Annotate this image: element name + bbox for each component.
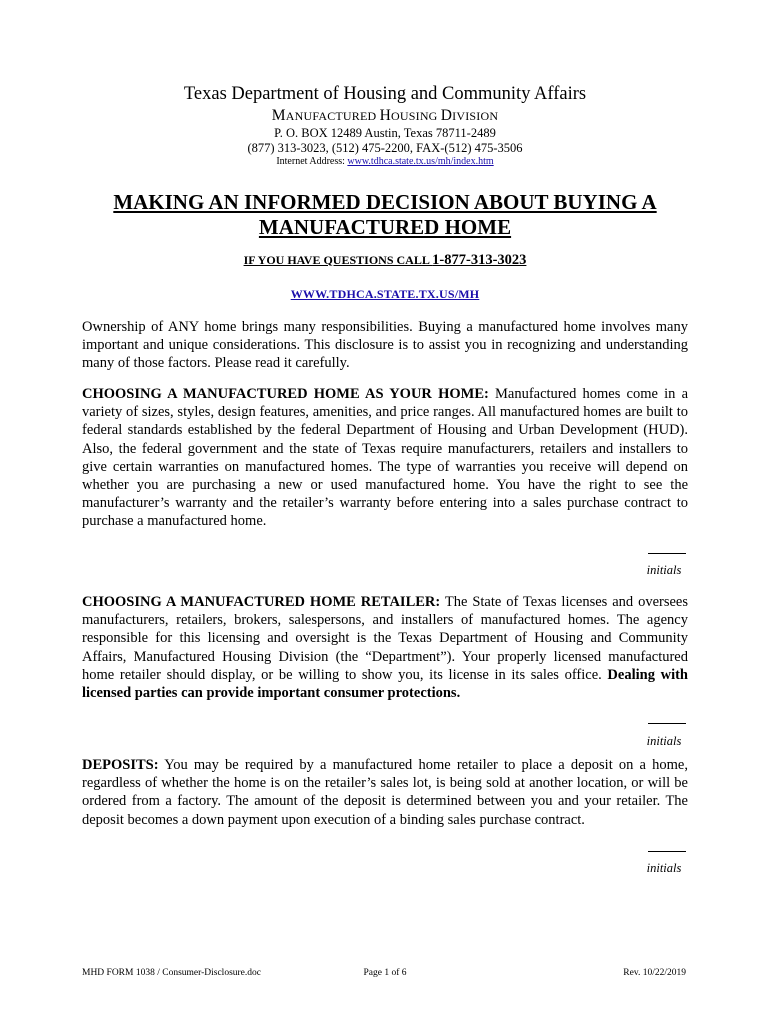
choosing-retailer-heading: CHOOSING A MANUFACTURED HOME RETAILER: (82, 594, 441, 610)
footer-revision: Rev. 10/22/2019 (623, 968, 686, 978)
initials-label-3: initials (646, 861, 682, 875)
initials-label-2: initials (646, 734, 682, 748)
initials-line-1[interactable] (648, 553, 686, 554)
agency-name: Texas Department of Housing and Community Affairs (183, 84, 587, 104)
deposits-paragraph (82, 756, 688, 829)
title-line-2: MANUFACTURED HOME (258, 215, 512, 239)
footer-page-number: Page 1 of 6 (363, 968, 407, 978)
deposits-heading: DEPOSITS: (82, 757, 159, 773)
choosing-home-body: Manufactured homes come in a variety of sizes, styles, design features, amenities, and price ranges. All manufactured homes are built to federal standards established by the federal Department of Housing and Urban Development (HUD). Also, the federal government and the state of Texas require manufacturers, retailers and installers to give certain warranties on manufactured homes. The type of warranties you receive will depend on whether you are purchasing a new or used manufactured home. You have the right to see the manufacturer’s warranty and the retailer’s warranty before entering into a sales purchase contract to purchase a manufactured home. (82, 386, 689, 530)
initials-label-1: initials (646, 563, 682, 577)
deposits-body: You may be required by a manufactured home retailer to place a deposit on a home, regardless of whether the home is on the retailer’s sales lot, is being sold at another location, or will be ordered from a factory. The amount of the deposit is determined between you and your retailer. The deposit becomes a down payment upon execution of a binding sales purchase contract. (82, 757, 688, 828)
choosing-retailer-bold: Dealing with licensed parties can provide important consumer protections. (82, 666, 688, 702)
initials-line-2[interactable] (648, 723, 686, 724)
mailing-address: P. O. BOX 12489 Austin, Texas 78711-2489 (274, 126, 496, 140)
questions-line (0, 252, 770, 269)
choosing-home-heading: CHOOSING A MANUFACTURED HOME AS YOUR HOME: (82, 386, 489, 402)
questions-phone: 1-877-313-3023 (432, 252, 527, 268)
division-name: MANUFACTURED HOUSING DIVISION (271, 107, 499, 124)
internet-label: Internet Address: (276, 156, 348, 167)
title-line-1: MAKING AN INFORMED DECISION ABOUT BUYING A (113, 190, 657, 214)
questions-label: IF YOU HAVE QUESTIONS CALL (243, 253, 433, 267)
initials-line-3[interactable] (648, 851, 686, 852)
intro-paragraph: Ownership of ANY home brings many responsibilities. Buying a manufactured home involves many important and unique considerations. This disclosure is to assist you in recognizing and understanding many of those factors. Please read it carefully. (82, 319, 688, 372)
document-title (0, 190, 770, 240)
internet-address (0, 156, 770, 167)
footer-form-id: MHD FORM 1038 / Consumer-Disclosure.doc (82, 968, 261, 978)
phone-numbers: (877) 313-3023, (512) 475-2200, FAX-(512) 475-3506 (247, 141, 523, 155)
choosing-retailer-paragraph (82, 593, 688, 702)
choosing-home-paragraph (82, 385, 688, 531)
internet-link[interactable]: www.tdhca.state.tx.us/mh/index.htm (347, 156, 494, 167)
choosing-retailer-body: The State of Texas licenses and oversees manufacturers, retailers, brokers, salespersons, and installers of manufactured homes. The agency responsible for this licensing and oversight is the Texas Department of Housing and Community Affairs, Manufactured Housing Division (the “Department”). Your properly licensed manufactured home retailer should display, or be willing to show you, its license in its sales office. (82, 594, 688, 683)
website-link[interactable]: WWW.TDHCA.STATE.TX.US/MH (290, 287, 480, 301)
